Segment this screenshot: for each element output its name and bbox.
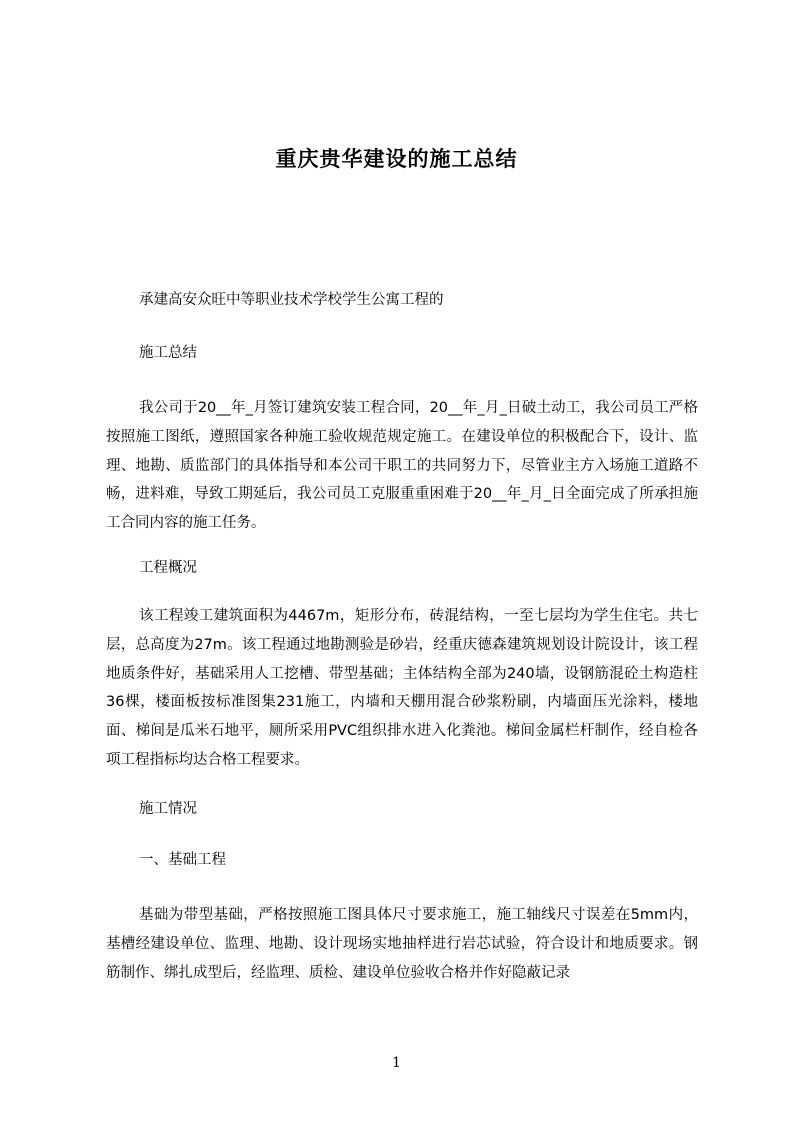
subtitle-line: 承建高安众旺中等职业技术学校学生公寓工程的	[139, 292, 444, 308]
section-heading-overview: 工程概况	[139, 560, 197, 576]
page-number: 1	[392, 1055, 401, 1071]
section-heading-construction: 施工情况	[139, 801, 197, 817]
subtitle-line: 施工总结	[139, 345, 197, 361]
document-title: 重庆贵华建设的施工总结	[275, 147, 518, 171]
paragraph-foundation: 基础为带型基础，严格按照施工图具体尺寸要求施工，施工轴线尺寸误差在5mm内，基槽经建设单位、监理、地勘、设计现场实地抽样进行岩芯试验，符合设计和地质要求。钢筋制作、绑扎成型后，经监理、质检、建设单位验收合格并作好隐蔽记录	[106, 907, 698, 981]
paragraph-intro: 我公司于20__年_月签订建筑安装工程合同，20__年_月_日破土动工，我公司员工严格按照施工图纸，遵照国家各种施工验收规范规定施工。在建设单位的积极配合下，设计、监理、地勘、质监部门的具体指导和本公司干职工的共同努力下，尽管业主方入场施工道路不畅，进料难，导致工期延后，我公司员工克服重重困难于20__年_月_日全面完成了所承担施工合同内容的施工任务。	[106, 400, 698, 532]
paragraph-overview: 该工程竣工建筑面积为4467m，矩形分布，砖混结构，一至七层均为学生住宅。共七层，总高度为27m。该工程通过地勘测验是砂岩，经重庆德森建筑规划设计院设计，该工程地质条件好，基础采用人工挖槽、带型基础；主体结构全部为240墙，设钢筋混砼土构造柱36棵，楼面板按标准图集231施工，内墙和天棚用混合砂浆粉刷，内墙面压光涂料，楼地面、梯间是瓜米石地平，厕所采用PVC组织排水进入化粪池。梯间金属栏杆制作，经自检各项工程指标均达合格工程要求。	[106, 608, 698, 768]
section-heading-foundation: 一、基础工程	[139, 852, 226, 868]
